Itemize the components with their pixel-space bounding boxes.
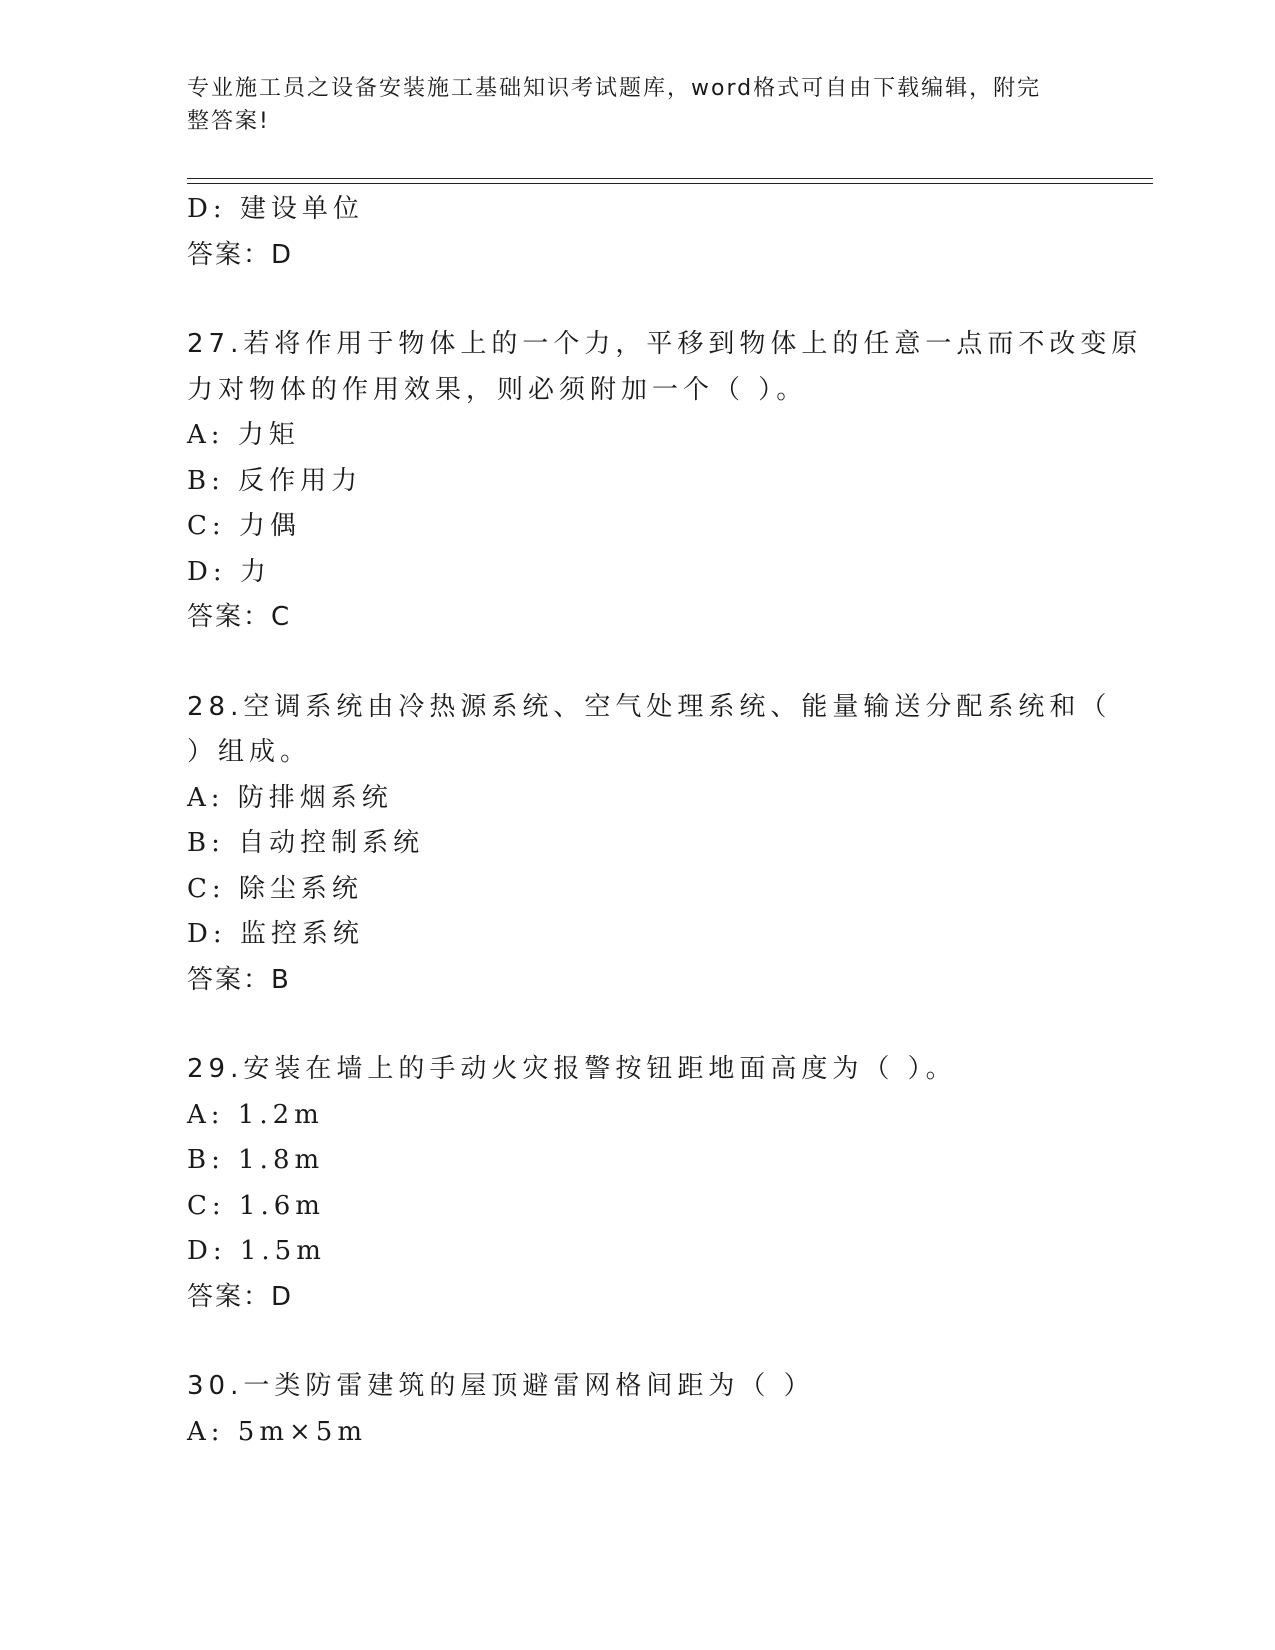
question-text: 29.安装在墙上的手动火灾报警按钮距地面高度为（ ）。 xyxy=(187,1054,957,1084)
question-block xyxy=(187,187,1087,278)
option-a: A: 1.2m xyxy=(187,1099,324,1130)
question-block xyxy=(187,1364,1087,1455)
answer-line: 答案：B xyxy=(187,964,291,995)
question-text: ）组成。 xyxy=(187,737,312,767)
option-c: C: 1.6m xyxy=(187,1190,325,1221)
question-block xyxy=(187,685,1112,1004)
option-d: D: 1.5m xyxy=(187,1236,326,1266)
answer-line: 答案：D xyxy=(187,239,294,270)
answer-line: 答案：C xyxy=(187,602,292,632)
option-d: D: 建设单位 xyxy=(187,194,364,224)
question-text: 30.一类防雷建筑的屋顶避雷网格间距为（ ） xyxy=(187,1371,815,1401)
document-header xyxy=(187,72,1067,138)
question-text: 28.空调系统由冷热源系统、空气处理系统、能量输送分配系统和（ xyxy=(187,691,1112,722)
option-c: C: 力偶 xyxy=(187,511,301,541)
question-text: 27.若将作用于物体上的一个力，平移到物体上的任意一点而不改变原 xyxy=(187,329,1143,359)
header-rule-top xyxy=(187,178,1153,179)
option-c: C: 除尘系统 xyxy=(187,873,363,904)
option-a: A: 防排烟系统 xyxy=(187,782,393,813)
option-b: B: 自动控制系统 xyxy=(187,828,425,858)
option-a: A: 5m×5m xyxy=(187,1416,367,1447)
header-line-2: 整答案! xyxy=(187,109,270,134)
question-block xyxy=(187,1047,1087,1320)
option-b: B: 1.8m xyxy=(187,1145,325,1175)
option-d: D: 力 xyxy=(187,556,271,587)
question-block xyxy=(187,322,1143,641)
option-b: B: 反作用力 xyxy=(187,465,363,496)
option-d: D: 监控系统 xyxy=(187,919,364,949)
question-text: 力对物体的作用效果，则必须附加一个（ ）。 xyxy=(187,374,808,405)
question-list xyxy=(187,187,1143,1455)
header-rule-bottom xyxy=(187,183,1153,184)
header-line-1: 专业施工员之设备安装施工基础知识考试题库，word格式可自由下载编辑，附完 xyxy=(187,76,1042,101)
option-a: A: 力矩 xyxy=(187,420,300,450)
answer-line: 答案：D xyxy=(187,1281,294,1312)
